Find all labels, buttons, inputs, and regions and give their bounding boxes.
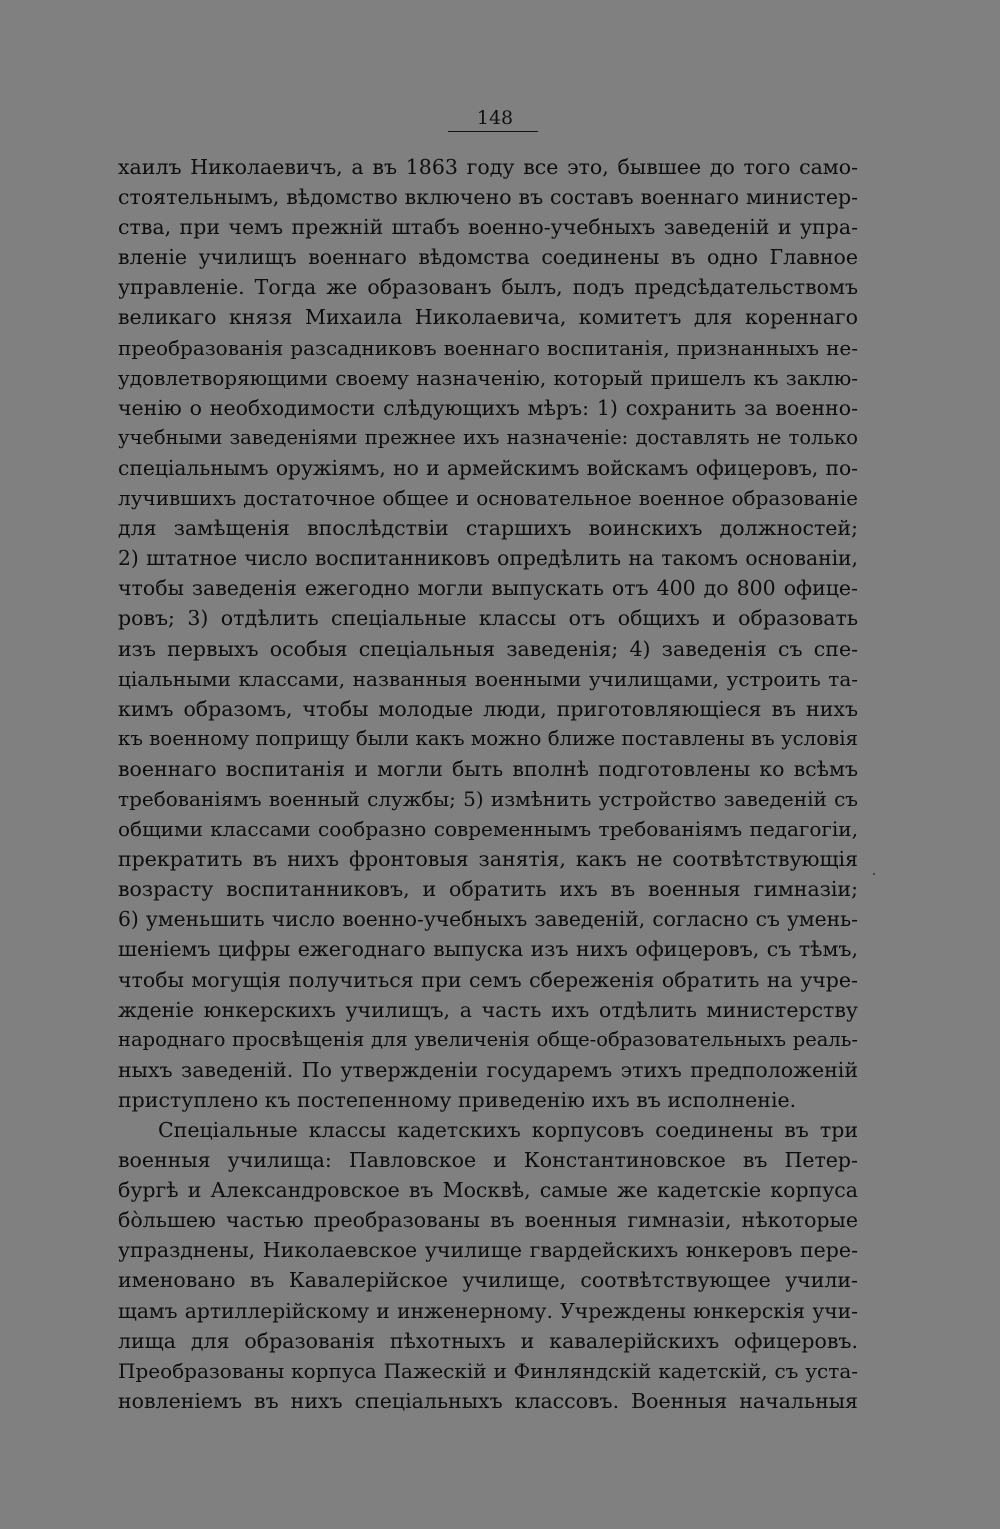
text-line: спеціальнымъ оружіямъ, но и армейскимъ войскамъ офицеровъ, по- [118,455,858,480]
text-line: преобразованія разсадниковъ военнаго воспитанія, признанныхъ не- [118,335,858,360]
text-line: народнаго просвѣщенія для увеличенія обще-образовательныхъ реаль- [118,1027,858,1051]
text-line: 2) штатное число воспитанниковъ опредѣлить на такомъ основаніи, [118,546,858,571]
text-line: чтобы заведенія ежегодно могли выпускать отъ 400 до 800 офице- [118,576,858,601]
text-line: стоятельнымъ, вѣдомство включено въ составъ военнаго министер- [118,185,858,210]
text-line: кимъ образомъ, чтобы молодые люди, приготовляющіеся въ нихъ [118,696,858,721]
text-line: бо̀льшею частью преобразованы въ военныя гимназіи, нѣкоторые [118,1208,858,1233]
text-line: Преобразованы корпуса Пажескій и Финляндскій кадетскій, съ уста- [118,1358,858,1383]
text-line: лища для образованія пѣхотныхъ и кавалерійскихъ офицеровъ. [118,1328,858,1353]
text-line: ціальными классами, названныя военными училищами, устроить та- [118,666,858,691]
text-line: общими классами сообразно современнымъ требованіямъ педагогіи, [118,817,858,842]
margin-speck [873,873,875,875]
text-line: бургѣ и Александровское въ Москвѣ, самые же кадетскіе корпуса [118,1178,858,1203]
paragraph-1 [118,152,858,1115]
text-line: хаилъ Николаевичъ, а въ 1863 году все это, бывшее до того само- [118,155,858,179]
text-line: ровъ; 3) отдѣлить спеціальные классы отъ общихъ и образовать [118,606,858,631]
text-line: шеніемъ цифры ежегоднаго выпуска изъ нихъ офицеровъ, съ тѣмъ, [118,937,858,962]
text-line: ныхъ заведеній. По утвержденіи государемъ этихъ предположеній [118,1057,858,1082]
text-line: вленіе училищъ военнаго вѣдомства соединены въ одно Главное [118,245,858,270]
text-line: великаго князя Михаила Николаевича, комитетъ для кореннаго [118,305,858,330]
text-line: именовано въ Кавалерійское училище, соотвѣтствующее учили- [118,1268,858,1293]
text-line: жденіе юнкерскихъ училищъ, а часть ихъ отдѣлить министерству [118,997,858,1022]
text-line: военныя училища: Павловское и Константиновское въ Петер- [118,1148,858,1173]
page-number-rule [448,131,538,132]
text-line: изъ первыхъ особыя спеціальныя заведенія; 4) заведенія съ спе- [118,636,858,661]
text-line: къ военному поприщу были какъ можно ближе поставлены въ условія [118,726,858,750]
text-line: прекратить въ нихъ фронтовыя занятія, какъ не соотвѣтствующія [118,847,858,872]
text-line: Спеціальные классы кадетскихъ корпусовъ соединены въ три [158,1118,858,1142]
text-line: управленіе. Тогда же образованъ былъ, подъ предсѣдательствомъ [118,275,858,300]
body-text [118,152,858,1416]
text-line: 6) уменьшить число военно-учебныхъ заведеній, согласно съ умень- [118,907,858,932]
text-line: упразднены, Николаевское училище гвардейскихъ юнкеровъ пере- [118,1238,858,1263]
page-number: 148 [476,107,514,129]
text-line: удовлетворяющими своему назначенію, который пришелъ къ заклю- [118,365,858,390]
text-line: лучившихъ достаточное общее и основательное военное образованіе [118,486,858,511]
text-line: чтобы могущія получиться при семъ сбереженія обратить на учре- [118,967,858,992]
text-line: учебными заведеніями прежнее ихъ назначеніе: доставлять не только [118,425,858,449]
text-line: ченію о необходимости слѣдующихъ мѣръ: 1) сохранить за военно- [118,395,858,420]
text-line: для замѣщенія впослѣдствіи старшихъ воинскихъ должностей; [118,516,858,541]
text-line: приступлено къ постепенному приведенію ихъ въ исполненіе. [118,1087,797,1112]
text-line: возрасту воспитанниковъ, и обратить ихъ въ военныя гимназіи; [118,877,858,902]
text-line: щамъ артиллерійскому и инженерному. Учреждены юнкерскія учи- [118,1298,858,1323]
text-line: требованіямъ военный службы; 5) измѣнить устройство заведеній съ [118,786,858,811]
paragraph-2 [118,1115,858,1416]
text-line: военнаго воспитанія и могли быть вполнѣ подготовлены ко всѣмъ [118,756,858,781]
text-line: новленіемъ въ нихъ спеціальныхъ классовъ. Военныя начальныя [118,1388,858,1413]
text-line: ства, при чемъ прежній штабъ военно-учебныхъ заведеній и упра- [118,215,858,240]
